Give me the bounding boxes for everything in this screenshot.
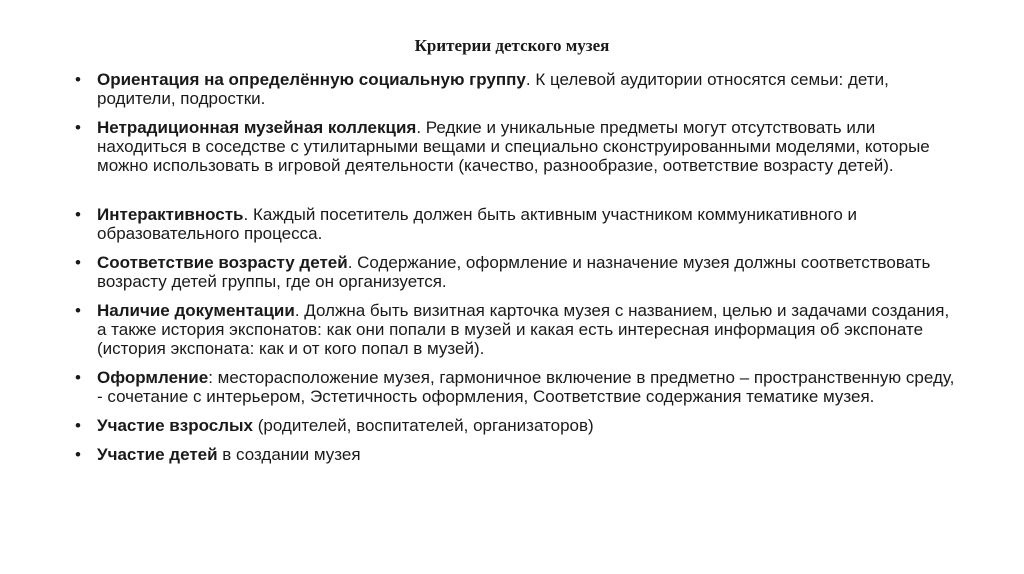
item-text: в создании музея — [217, 445, 361, 464]
bullet-icon: • — [75, 445, 81, 464]
bullet-icon: • — [75, 301, 81, 320]
list-item-children — [75, 445, 955, 464]
bullet-icon: • — [75, 118, 81, 137]
item-text: (родителей, воспитателей, организаторов) — [252, 416, 594, 435]
bullet-icon: • — [75, 70, 81, 89]
item-term: Наличие документации — [97, 301, 295, 320]
list-item-age — [75, 253, 955, 291]
bullet-icon: • — [75, 416, 81, 435]
bullet-icon: • — [75, 368, 81, 387]
item-term: Соответствие возрасту детей — [97, 253, 348, 272]
item-text: : месторасположение музея, гармоничное включение в предметно – пространственную среду, - сочетание с интерьером, Эстетичность оформления, Соответствие содержания тематике музея. — [97, 368, 955, 406]
item-term: Ориентация на определённую социальную группу — [97, 70, 526, 89]
item-text: . Редкие и уникальные предметы могут отсутствовать или находиться в соседстве с утилитарными вещами и специально сконструированными моделями, которые можно использовать в игровой деятельности (качество, разнообразие, оответствие возрасту детей). — [97, 118, 930, 175]
item-text: . Каждый посетитель должен быть активным участником коммуникативного и образовательного процесса. — [97, 205, 858, 243]
list-item-collection — [75, 118, 955, 175]
item-term: Оформление — [97, 368, 209, 387]
item-term: Интерактивность — [97, 205, 244, 224]
list-item-adults — [75, 416, 955, 435]
list-item-documentation — [75, 301, 955, 358]
list-item-audience — [75, 70, 955, 108]
item-term: Участие взрослых — [97, 416, 253, 435]
list-item-interactivity — [75, 205, 955, 243]
item-text: . К целевой аудитории относятся семьи: дети, родители, подростки. — [97, 70, 889, 108]
slide-title: Критерии детского музея — [414, 36, 610, 55]
bullet-icon: • — [75, 253, 81, 272]
item-term: Участие детей — [97, 445, 218, 464]
item-text: . Содержание, оформление и назначение музея должны соответствовать возрасту детей группы, где он организуется. — [97, 253, 931, 291]
criteria-list — [75, 70, 955, 474]
item-term: Нетрадиционная музейная коллекция — [97, 118, 417, 137]
item-text: . Должна быть визитная карточка музея с названием, целью и задачами создания, а также история экспонатов: как они попали в музей и какая есть интересная информация об экспонате (история экспоната: как и от кого попал в музей). — [97, 301, 950, 358]
list-item-design — [75, 368, 955, 406]
bullet-icon: • — [75, 205, 81, 224]
